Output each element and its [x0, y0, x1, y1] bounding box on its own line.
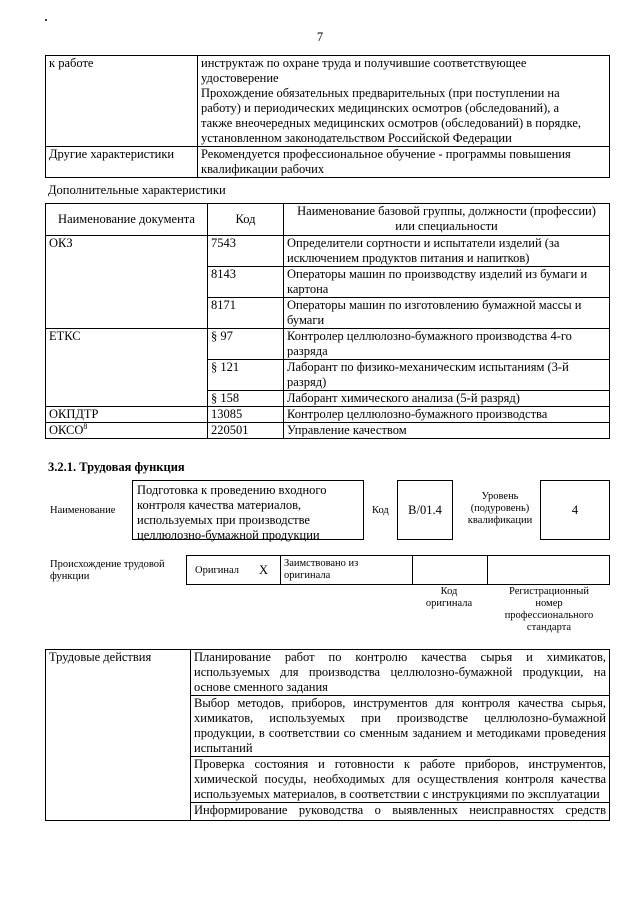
code-cell: 13085 — [208, 407, 284, 423]
original-mark: X — [259, 563, 269, 577]
text-line: контроля качества материалов, — [137, 498, 302, 512]
text-line: стандарта — [526, 622, 572, 633]
function-name-box — [132, 480, 364, 540]
labor-action-item: Выбор методов, приборов, инструментов для контроля качества сырья, химикатов, используемых при производстве целлюлозно-бумажной продукции, в соответствии со сменным заданием и методиками проведения испытаний — [191, 696, 610, 757]
text-line: оригинала — [284, 570, 331, 581]
code-cell: 8143 — [208, 267, 284, 298]
text-line: Операторы машин по изготовлению бумажной массы и — [287, 298, 582, 312]
row-label: Другие характеристики — [46, 147, 198, 178]
code-cell: § 121 — [208, 360, 284, 391]
doc-cell: ОКПДТР — [46, 407, 208, 423]
text-line: оригинала — [425, 598, 473, 609]
text-line: квалификации — [467, 515, 533, 526]
text-line: инструктаж по охране труда и получившие соответствующее — [201, 56, 527, 70]
doc-cell — [46, 423, 208, 439]
text-line: используемых при производстве — [137, 513, 310, 527]
code-cell: 8171 — [208, 298, 284, 329]
labor-actions-label: Трудовые действия — [46, 650, 191, 821]
name-cell: Лаборант химического анализа (5-й разряд) — [284, 391, 610, 407]
additional-characteristics-table — [45, 203, 610, 439]
labor-actions-table — [45, 649, 610, 821]
text-line: Лаборант по физико-механическим испытаниям (3-й — [287, 360, 569, 374]
text-line: Уровень — [481, 491, 519, 502]
text-line: функции — [50, 571, 90, 582]
code-label: Код — [372, 505, 389, 516]
text-line: Код — [440, 586, 458, 597]
table-row — [46, 423, 610, 439]
row-label: к работе — [46, 56, 198, 147]
code-value: B/01.4 — [408, 503, 442, 517]
code-cell: § 158 — [208, 391, 284, 407]
table-row — [46, 329, 610, 360]
name-cell: Управление качеством — [284, 423, 610, 439]
header-name — [284, 204, 610, 236]
doc-text: ОКСО — [49, 423, 84, 437]
level-box — [540, 480, 610, 540]
text-line: работу) и периодических медицинских осмотров (обследований), а — [201, 101, 560, 115]
name-cell: Контролер целлюлозно-бумажного производства — [284, 407, 610, 423]
header-document: Наименование документа — [46, 204, 208, 236]
text-line: (подуровень) — [470, 503, 530, 514]
level-value: 4 — [571, 503, 579, 517]
name-cell — [284, 298, 610, 329]
text-line: также внеочередных медицинских осмотров (обследований) в порядке, — [201, 116, 582, 130]
page-number: 7 — [316, 30, 324, 44]
origin-divider — [280, 556, 281, 584]
requirements-table — [45, 55, 610, 178]
code-cell: 7543 — [208, 236, 284, 267]
text-line: целлюлозно-бумажной продукции — [137, 528, 320, 542]
text-line: профессионального — [504, 610, 594, 621]
labor-action-item: Планирование работ по контролю качества сырья и химикатов, используемых для производства целлюлозно-бумажной продукции, на основе сменного задания — [191, 650, 610, 696]
doc-cell: ОКЗ — [46, 236, 208, 329]
text-line: картона — [287, 282, 329, 296]
text-line: Регистрационный — [509, 586, 589, 597]
table-row — [46, 236, 610, 267]
text-line: установленном законодательством Российской Федерации — [201, 131, 512, 145]
text-line: номер — [535, 598, 563, 609]
text-line: бумаги — [287, 313, 325, 327]
doc-cell: ЕТКС — [46, 329, 208, 407]
section-title: 3.2.1. Трудовая функция — [48, 460, 185, 474]
origin-label — [50, 559, 165, 583]
origin-row — [186, 555, 610, 585]
code-box — [397, 480, 453, 540]
table-header-row — [46, 204, 610, 236]
text-line: Заимствовано из — [284, 558, 359, 569]
text-line: Наименование базовой группы, должности (профессии) — [297, 204, 596, 218]
borrowed-label — [284, 558, 358, 582]
code-original-caption — [412, 586, 486, 610]
scan-speck — [45, 19, 47, 21]
footnote-mark: 8 — [83, 421, 88, 431]
text-line: удостоверение — [201, 71, 279, 85]
text-line: Определители сортности и испытатели изделий (за — [287, 236, 560, 250]
labor-action-item: Информирование руководства о выявленных неисправностях средств — [191, 803, 610, 821]
additional-characteristics-title: Дополнительные характеристики — [48, 183, 226, 197]
origin-divider — [412, 556, 413, 584]
text-line: исключением продуктов питания и напитков) — [287, 251, 530, 265]
text-line: Операторы машин по производству изделий из бумаги и — [287, 267, 588, 281]
name-cell — [284, 236, 610, 267]
code-cell: 220501 — [208, 423, 284, 439]
text-line: Подготовка к проведению входного — [137, 483, 327, 497]
text-line: или специальности — [395, 219, 498, 233]
row-value — [198, 147, 610, 178]
text-line: Прохождение обязательных предварительных (при поступлении на — [201, 86, 560, 100]
text-line: Рекомендуется профессиональное обучение - программы повышения — [201, 147, 571, 161]
text-line: разряда — [287, 344, 328, 358]
level-label — [460, 491, 540, 527]
reg-number-caption — [488, 586, 610, 634]
table-row — [46, 147, 610, 178]
name-label: Наименование — [50, 505, 116, 516]
origin-divider — [487, 556, 488, 584]
text-line: Происхождение трудовой — [50, 559, 165, 570]
name-cell — [284, 329, 610, 360]
header-code: Код — [208, 204, 284, 236]
row-value — [198, 56, 610, 147]
text-line: квалификации рабочих — [201, 162, 325, 176]
labor-action-item: Проверка состояния и готовности к работе приборов, инструментов, химической посуды, необходимых для осуществления контроля качества используемых материалов, в соответствии с инструкциями по эксплуатации — [191, 757, 610, 803]
table-row — [46, 650, 610, 696]
table-row — [46, 407, 610, 423]
text-line: разряд) — [287, 375, 327, 389]
text-line: Контролер целлюлозно-бумажного производства 4-го — [287, 329, 572, 343]
table-row — [46, 56, 610, 147]
original-label: Оригинал — [195, 565, 239, 576]
code-cell: § 97 — [208, 329, 284, 360]
name-cell — [284, 267, 610, 298]
name-cell — [284, 360, 610, 391]
